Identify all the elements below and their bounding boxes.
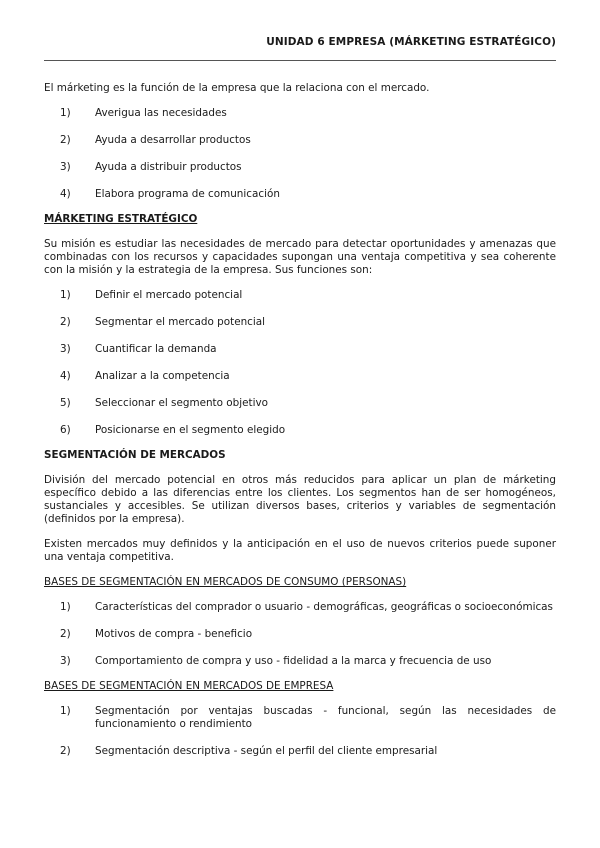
list-item-number: 2) xyxy=(60,316,71,328)
document-body xyxy=(44,82,556,770)
list-item-number: 1) xyxy=(60,107,71,119)
list-item-text: Segmentar el mercado potencial xyxy=(95,316,266,328)
marketing-functions-list xyxy=(44,289,556,437)
marketing-estrategico-paragraph: Su misión es estudiar las necesidades de mercado para detectar oportunidades y amenazas que combinadas con los recursos y capacidades supongan una ventaja competitiva y sea coherente con la misión y la estrategia de la empresa. Sus funciones son: xyxy=(44,238,556,276)
list-item-number: 4) xyxy=(60,188,71,200)
list-item-text: Analizar a la competencia xyxy=(95,370,230,382)
heading-bases-empresa: BASES DE SEGMENTACIÓN EN MERCADOS DE EMPRESA xyxy=(44,680,334,692)
list-item-number: 3) xyxy=(60,161,71,173)
list-item-number: 1) xyxy=(60,601,71,613)
list-item-text: Definir el mercado potencial xyxy=(95,289,243,301)
list-item-text: Seleccionar el segmento objetivo xyxy=(95,397,268,409)
list-item-number: 2) xyxy=(60,628,71,640)
list-item xyxy=(60,601,556,614)
list-item xyxy=(60,397,556,410)
list-item-text: Comportamiento de compra y uso - fidelidad a la marca y frecuencia de uso xyxy=(95,655,492,667)
list-item xyxy=(60,188,556,201)
list-item-number: 2) xyxy=(60,745,71,757)
page-header-title: UNIDAD 6 EMPRESA (MÁRKETING ESTRATÉGICO) xyxy=(266,36,556,48)
list-item-text: Motivos de compra - beneficio xyxy=(95,628,253,640)
list-item-text: Características del comprador o usuario - demográficas, geográficas o socioeconómicas xyxy=(95,601,553,613)
segmentacion-paragraph-1: División del mercado potencial en otros más reducidos para aplicar un plan de márketing específico debido a las diferencias entre los clientes. Los segmentos han de ser homogéneos, sustanciales y accesibles. Se utilizan diversos bases, criterios y variables de segmentación (definidos por la empresa). xyxy=(44,474,556,525)
bases-empresa-list xyxy=(44,705,556,758)
list-item-text: Segmentación por ventajas buscadas - funcional, según las necesidades de funcionamiento o rendimiento xyxy=(95,705,556,730)
list-item-text: Posicionarse en el segmento elegido xyxy=(95,424,286,436)
list-item xyxy=(60,343,556,356)
list-item-text: Cuantificar la demanda xyxy=(95,343,217,355)
list-item xyxy=(60,655,556,668)
header-divider xyxy=(44,60,556,61)
list-item xyxy=(60,628,556,641)
heading-bases-consumo: BASES DE SEGMENTACIÓN EN MERCADOS DE CONSUMO (PERSONAS) xyxy=(44,576,407,588)
segmentacion-paragraph-2: Existen mercados muy definidos y la anticipación en el uso de nuevos criterios puede suponer una ventaja competitiva. xyxy=(44,538,556,563)
list-item xyxy=(60,161,556,174)
intro-list xyxy=(44,107,556,201)
intro-paragraph: El márketing es la función de la empresa que la relaciona con el mercado. xyxy=(44,82,430,94)
list-item-text: Segmentación descriptiva - según el perfil del cliente empresarial xyxy=(95,745,438,757)
list-item xyxy=(60,134,556,147)
list-item-number: 2) xyxy=(60,134,71,146)
list-item-number: 3) xyxy=(60,655,71,667)
list-item-number: 6) xyxy=(60,424,71,436)
heading-marketing-estrategico: MÁRKETING ESTRATÉGICO xyxy=(44,213,198,225)
list-item xyxy=(60,289,556,302)
list-item xyxy=(60,705,556,731)
list-item-text: Elabora programa de comunicación xyxy=(95,188,280,200)
list-item-number: 4) xyxy=(60,370,71,382)
list-item-text: Ayuda a distribuir productos xyxy=(95,161,242,173)
list-item-text: Ayuda a desarrollar productos xyxy=(95,134,251,146)
bases-consumo-list xyxy=(44,601,556,668)
list-item xyxy=(60,316,556,329)
list-item xyxy=(60,107,556,120)
list-item-number: 5) xyxy=(60,397,71,409)
heading-segmentacion: SEGMENTACIÓN DE MERCADOS xyxy=(44,449,226,461)
list-item xyxy=(60,745,556,758)
list-item xyxy=(60,370,556,383)
list-item xyxy=(60,424,556,437)
list-item-number: 1) xyxy=(60,705,71,717)
list-item-text: Averigua las necesidades xyxy=(95,107,227,119)
list-item-number: 1) xyxy=(60,289,71,301)
list-item-number: 3) xyxy=(60,343,71,355)
